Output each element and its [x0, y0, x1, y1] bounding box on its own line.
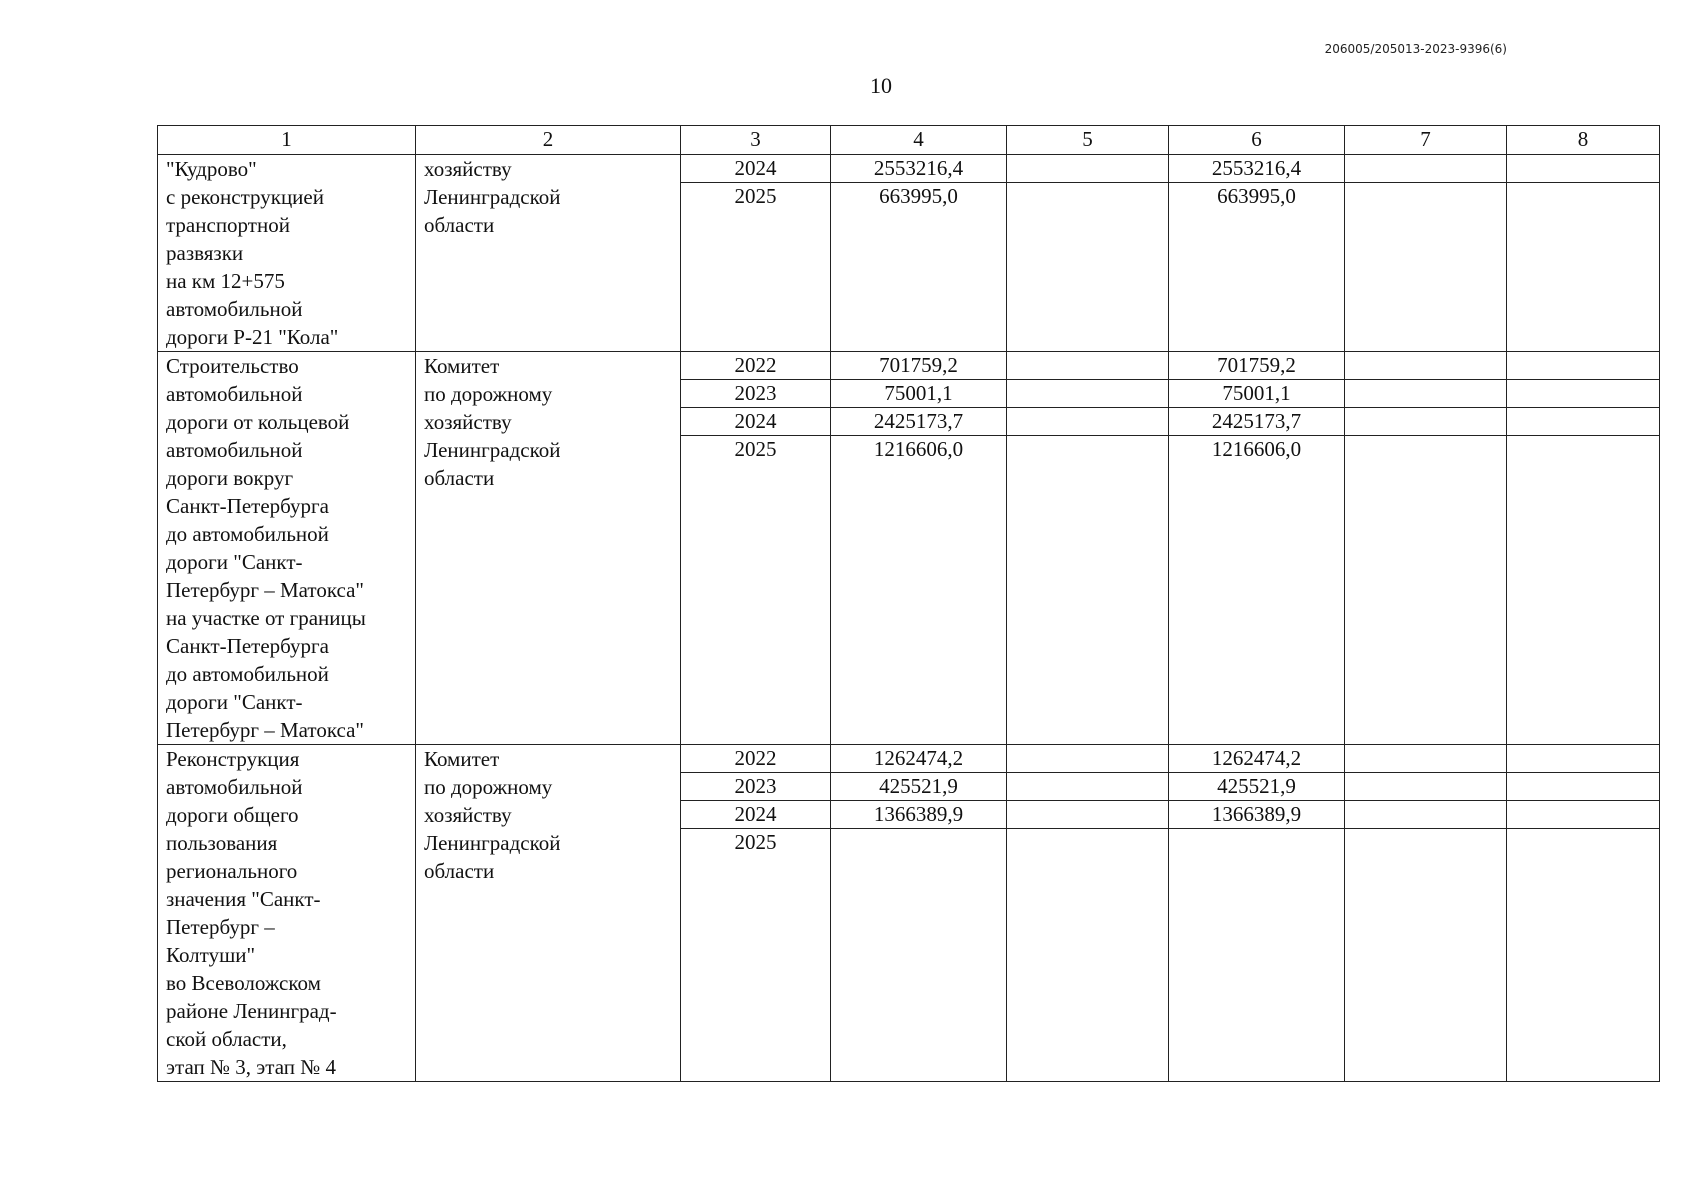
object-name-cell [158, 352, 416, 745]
year-cell [681, 352, 831, 745]
table-row [158, 352, 1660, 745]
col5-value [1007, 352, 1168, 380]
column-header: 3 [681, 126, 831, 155]
column-header: 4 [831, 126, 1007, 155]
page-number: 10 [870, 73, 892, 98]
col8-value [1507, 829, 1659, 856]
col7-value [1345, 155, 1506, 183]
amount-value: 2553216,4 [831, 155, 1006, 183]
col7-cell [1345, 352, 1507, 745]
col7-value [1345, 829, 1506, 856]
amount-value: 663995,0 [879, 184, 958, 208]
year-value: 2025 [734, 830, 777, 854]
amount-cell [831, 155, 1007, 352]
col5-cell [1007, 745, 1169, 1082]
col8-value [1507, 183, 1659, 210]
year-value: 2024 [681, 155, 830, 183]
column-header: 5 [1007, 126, 1169, 155]
year-value: 2024 [681, 801, 830, 829]
col5-value [1007, 408, 1168, 436]
col8-value [1507, 380, 1659, 408]
col7-value [1345, 408, 1506, 436]
col5-value [1007, 801, 1168, 829]
amount-cell [831, 352, 1007, 745]
col7-cell [1345, 155, 1507, 352]
amount-total-cell [1169, 352, 1345, 745]
col8-value [1507, 155, 1659, 183]
responsible-cell [416, 352, 681, 745]
col5-cell [1007, 352, 1169, 745]
amount-total-value: 1216606,0 [1211, 437, 1302, 461]
amount-value: 1366389,9 [831, 801, 1006, 829]
col5-value [1007, 183, 1168, 210]
amount-total-value: 663995,0 [1217, 184, 1296, 208]
col5-value [1007, 773, 1168, 801]
year-value: 2025 [734, 437, 777, 461]
col7-value [1345, 436, 1506, 463]
amount-value: 425521,9 [831, 773, 1006, 801]
column-header: 8 [1507, 126, 1660, 155]
amount-value: 2425173,7 [831, 408, 1006, 436]
col8-value [1507, 801, 1659, 829]
amount-value: 75001,1 [831, 380, 1006, 408]
col8-cell [1507, 155, 1660, 352]
col5-cell [1007, 155, 1169, 352]
table-body [158, 126, 1660, 1082]
responsible-cell [416, 155, 681, 352]
year-cell [681, 155, 831, 352]
amount-total-cell [1169, 155, 1345, 352]
amount-total-value: 2553216,4 [1169, 155, 1344, 183]
amount-total-value: 701759,2 [1169, 352, 1344, 380]
document-id: 206005/205013-2023-9396(6) [1324, 42, 1507, 56]
column-header: 1 [158, 126, 416, 155]
col8-cell [1507, 745, 1660, 1082]
col7-cell [1345, 745, 1507, 1082]
amount-total-value: 1366389,9 [1169, 801, 1344, 829]
amount-total-value: 75001,1 [1169, 380, 1344, 408]
object-name-text: "Кудрово" с реконструкцией транспортной развязки на км 12+575 автомобильной дороги Р-21 "Кола" [166, 157, 339, 349]
object-name-text: Строительство автомобильной дороги от кольцевой автомобильной дороги вокруг Санкт-Петербурга до автомобильной дороги "Санкт- Петербург – Матокса" на участке от границы Санкт-Петербурга до автомобильной дороги "Санкт- Петербург – Матокса" [166, 354, 366, 742]
table-row [158, 155, 1660, 352]
amount-total-value: 1262474,2 [1169, 745, 1344, 773]
program-table [157, 125, 1660, 1082]
col7-value [1345, 745, 1506, 773]
col7-value [1345, 183, 1506, 210]
col5-value [1007, 745, 1168, 773]
amount-total-cell [1169, 745, 1345, 1082]
header-row [158, 126, 1660, 155]
responsible-text: Комитет по дорожному хозяйству Ленинградской области [424, 747, 561, 883]
col7-value [1345, 380, 1506, 408]
column-header: 6 [1169, 126, 1345, 155]
amount-value: 1262474,2 [831, 745, 1006, 773]
col8-value [1507, 352, 1659, 380]
year-value: 2024 [681, 408, 830, 436]
column-header: 2 [416, 126, 681, 155]
amount-total-value: 425521,9 [1169, 773, 1344, 801]
amount-value: 1216606,0 [873, 437, 964, 461]
amount-cell [831, 745, 1007, 1082]
col8-cell [1507, 352, 1660, 745]
column-header: 7 [1345, 126, 1507, 155]
year-value: 2022 [681, 352, 830, 380]
object-name-cell [158, 155, 416, 352]
table-row [158, 745, 1660, 1082]
year-cell [681, 745, 831, 1082]
amount-total-value: 2425173,7 [1169, 408, 1344, 436]
col5-value [1007, 155, 1168, 183]
col8-value [1507, 436, 1659, 463]
col5-value [1007, 436, 1168, 463]
amount-value [831, 829, 1006, 856]
year-value: 2023 [681, 380, 830, 408]
amount-total-value [1169, 829, 1344, 856]
year-value: 2025 [734, 184, 777, 208]
responsible-text: хозяйству Ленинградской области [424, 157, 561, 237]
col5-value [1007, 380, 1168, 408]
responsible-cell [416, 745, 681, 1082]
responsible-text: Комитет по дорожному хозяйству Ленинградской области [424, 354, 561, 490]
col8-value [1507, 408, 1659, 436]
col7-value [1345, 352, 1506, 380]
col8-value [1507, 773, 1659, 801]
year-value: 2022 [681, 745, 830, 773]
col5-value [1007, 829, 1168, 856]
col7-value [1345, 801, 1506, 829]
col7-value [1345, 773, 1506, 801]
object-name-text: Реконструкция автомобильной дороги общего пользования регионального значения "Санкт- Петербург – Колтуши" во Всеволожском районе Ленинград- ской области, этап № 3, этап № 4 [166, 747, 337, 1079]
year-value: 2023 [681, 773, 830, 801]
col8-value [1507, 745, 1659, 773]
amount-value: 701759,2 [831, 352, 1006, 380]
object-name-cell [158, 745, 416, 1082]
